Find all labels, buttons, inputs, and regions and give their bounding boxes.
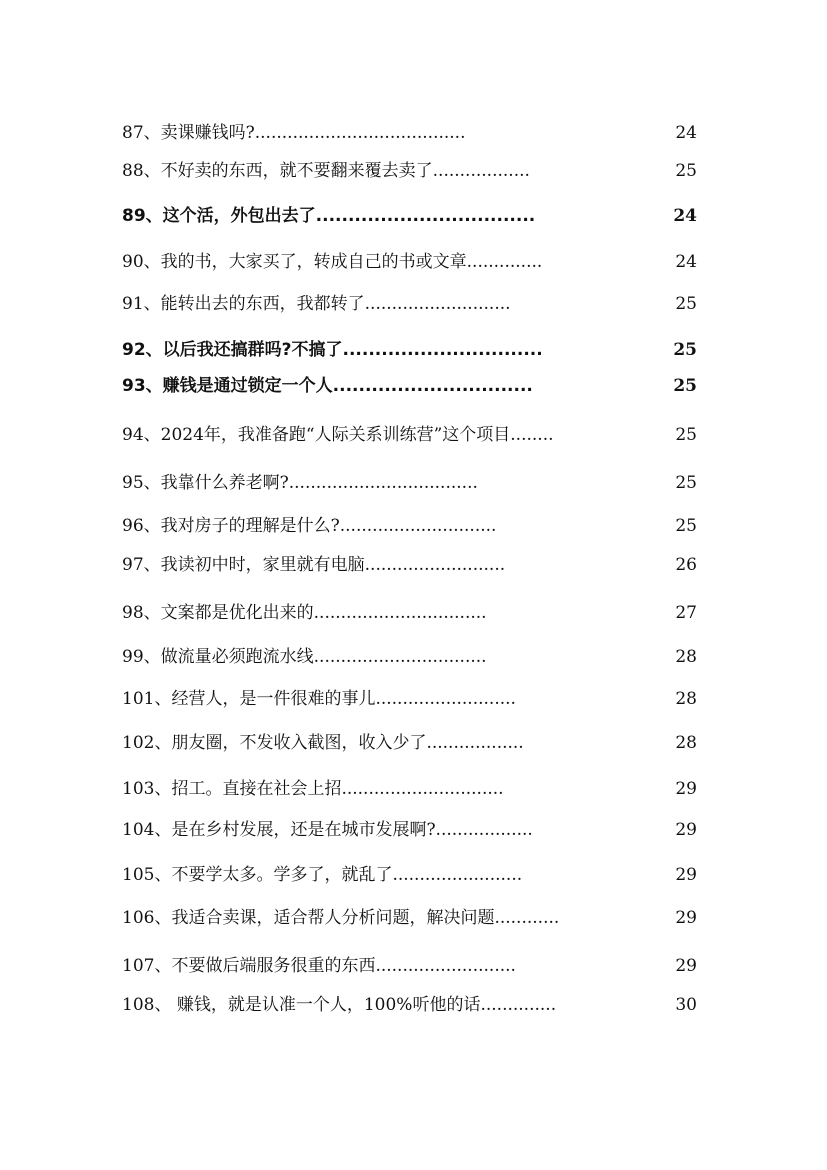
toc-entry-page: 29 (675, 956, 697, 976)
toc-entry[interactable] (122, 952, 697, 980)
toc-entry[interactable] (122, 336, 697, 364)
toc-entry-title: 108、 赚钱，就是认准一个人，100%听他的话.............. (122, 995, 557, 1015)
toc-entry-title: 89、这个活，外包出去了.................................. (122, 206, 536, 226)
toc-entry[interactable] (122, 290, 697, 318)
toc-entry[interactable] (122, 643, 697, 671)
toc-entry-page: 29 (675, 820, 697, 840)
toc-entry-page: 24 (675, 123, 697, 143)
toc-entry-title: 90、我的书，大家买了，转成自己的书或文章.............. (122, 252, 543, 272)
toc-entry-title: 92、以后我还搞群吗?不搞了............................... (122, 340, 543, 360)
toc-entry-title: 95、我靠什么养老啊?................................... (122, 473, 478, 493)
toc-entry-page: 26 (675, 555, 697, 575)
toc-entry-page: 25 (673, 376, 697, 396)
toc-entry[interactable] (122, 248, 697, 276)
toc-entry-page: 30 (675, 995, 697, 1015)
toc-entry-title: 102、朋友圈，不发收入截图，收入少了.................. (122, 733, 524, 753)
toc-entry-title: 104、是在乡村发展，还是在城市发展啊?.................. (122, 820, 533, 840)
toc-entry[interactable] (122, 599, 697, 627)
toc-entry-title: 106、我适合卖课，适合帮人分析问题，解决问题............ (122, 908, 560, 928)
toc-entry-page: 28 (675, 733, 697, 753)
toc-entry[interactable] (122, 861, 697, 889)
toc-entry-page: 24 (673, 206, 697, 226)
toc-entry-title: 93、赚钱是通过锁定一个人............................... (122, 376, 533, 396)
toc-entry[interactable] (122, 991, 697, 1019)
toc-entry-title: 91、能转出去的东西，我都转了........................... (122, 294, 511, 314)
toc-entry-title: 96、我对房子的理解是什么?............................. (122, 516, 497, 536)
toc-entry-page: 29 (675, 779, 697, 799)
toc-entry-page: 24 (675, 252, 697, 272)
toc-entry-title: 103、招工。直接在社会上招.............................. (122, 779, 504, 799)
toc-entry-page: 25 (675, 516, 697, 536)
toc-entry-title: 99、做流量必须跑流水线................................ (122, 647, 487, 667)
toc-entry[interactable] (122, 685, 697, 713)
toc-entry-title: 94、2024年，我准备跑“人际关系训练营”这个项目........ (122, 425, 554, 445)
toc-entry[interactable] (122, 512, 697, 540)
toc-entry-page: 28 (675, 689, 697, 709)
toc-entry-title: 88、不好卖的东西，就不要翻来覆去卖了.................. (122, 161, 530, 181)
toc-entry-title: 98、文案都是优化出来的................................ (122, 603, 487, 623)
toc-entry-title: 101、经营人，是一件很难的事儿.......................... (122, 689, 516, 709)
toc-entry-title: 87、卖课赚钱吗?....................................... (122, 123, 466, 143)
toc-entry-page: 25 (675, 161, 697, 181)
toc-entry[interactable] (122, 202, 697, 230)
toc-entry[interactable] (122, 469, 697, 497)
toc-entry-page: 25 (673, 340, 697, 360)
toc-entry-page: 27 (675, 603, 697, 623)
toc-entry[interactable] (122, 904, 697, 932)
toc-entry[interactable] (122, 816, 697, 844)
toc-entry-title: 107、不要做后端服务很重的东西.......................... (122, 956, 516, 976)
toc-entry-page: 25 (675, 425, 697, 445)
toc-entry[interactable] (122, 157, 697, 185)
toc-entry-page: 28 (675, 647, 697, 667)
toc-entry-page: 29 (675, 865, 697, 885)
toc-entry-title: 105、不要学太多。学多了，就乱了........................ (122, 865, 523, 885)
toc-entry[interactable] (122, 421, 697, 449)
toc-entry[interactable] (122, 119, 697, 147)
toc-entry[interactable] (122, 775, 697, 803)
toc-entry-page: 25 (675, 294, 697, 314)
toc-entry[interactable] (122, 372, 697, 400)
toc-entry[interactable] (122, 551, 697, 579)
toc-entry-page: 25 (675, 473, 697, 493)
toc-entry[interactable] (122, 729, 697, 757)
toc-entry-title: 97、我读初中时，家里就有电脑.......................... (122, 555, 506, 575)
toc-entry-page: 29 (675, 908, 697, 928)
